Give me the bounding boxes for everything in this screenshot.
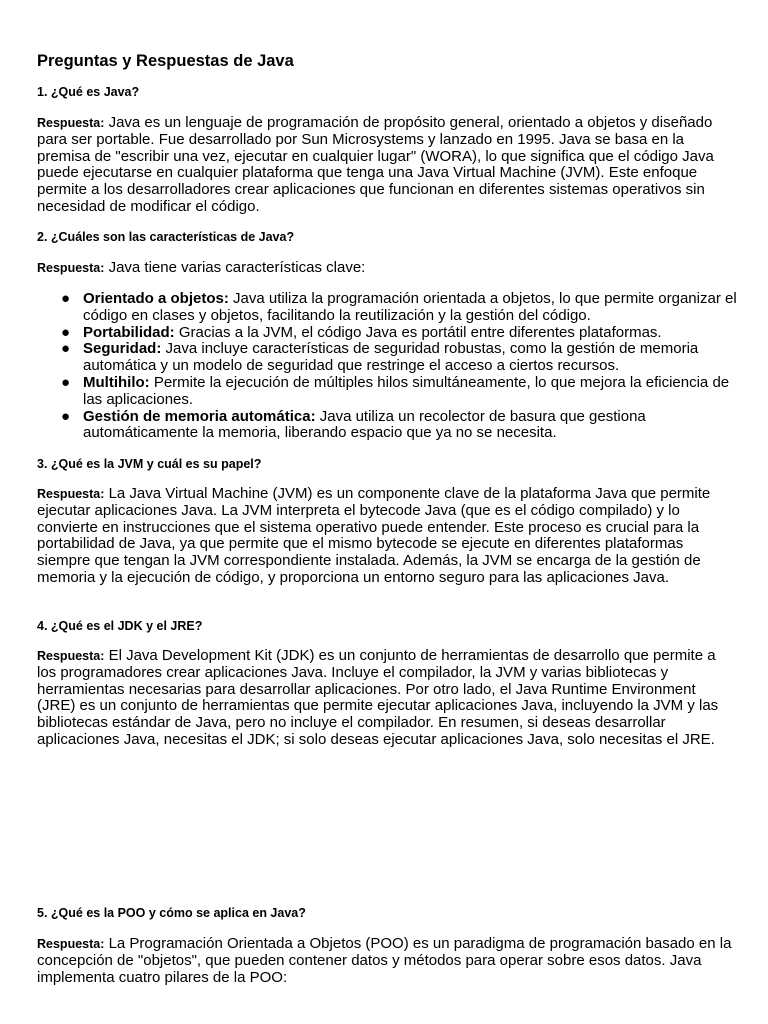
list-item bbox=[37, 291, 737, 325]
response-label: Respuesta: bbox=[37, 937, 105, 951]
feature-text: Java incluye características de seguridad robustas, como la gestión de memoria automática y un modelo de seguridad que restringe el acceso a ciertos recursos. bbox=[83, 340, 699, 375]
question-2-heading: 2. ¿Cuáles son las características de Java? bbox=[37, 230, 295, 244]
list-item bbox=[37, 409, 737, 443]
feature-name: Multihilo: bbox=[83, 373, 150, 391]
feature-text: Java utiliza un recolector de basura que gestiona automáticamente la memoria, liberando espacio que ya no se necesita. bbox=[83, 407, 646, 442]
question-5-heading: 5. ¿Qué es la POO y cómo se aplica en Java? bbox=[37, 906, 306, 920]
list-item bbox=[37, 341, 737, 375]
response-label: Respuesta: bbox=[37, 116, 105, 130]
feature-name: Seguridad: bbox=[83, 340, 162, 358]
bullet-icon: ● bbox=[61, 290, 71, 307]
feature-text: Permite la ejecución de múltiples hilos simultáneamente, lo que mejora la eficiencia de las aplicaciones. bbox=[83, 373, 730, 408]
answer-1-text: Java es un lenguaje de programación de propósito general, orientado a objetos y diseñado para ser portable. Fue desarrollado por Sun Microsystems y lanzado en 1995. Java se basa en la premisa de "escribir una vez, ejecutar en cualquier lugar" (WORA), lo que significa que el código Java puede ejecutarse en cualquier plataforma que tenga una Java Virtual Machine (JVM). Este enfoque permite a los desarrolladores crear aplicaciones que funcionan en diferentes sistemas operativos sin necesidad de modificar el código. bbox=[37, 114, 714, 215]
answer-3-text: La Java Virtual Machine (JVM) es un componente clave de la plataforma Java que permite ejecutar aplicaciones Java. La JVM interpreta el bytecode Java (que es el código compilado) y lo convierte en instrucciones que el sistema operativo puede entender. Este proceso es crucial para la portabilidad de Java, ya que permite que el mismo bytecode se ejecute en diferentes plataformas siempre que tengan la JVM correspondiente instalada. Además, la JVM se encarga de la gestión de memoria y la ejecución de código, y proporciona un entorno seguro para las aplicaciones Java. bbox=[37, 485, 711, 586]
bullet-icon: ● bbox=[61, 323, 71, 341]
question-1-heading: 1. ¿Qué es Java? bbox=[37, 85, 140, 99]
feature-text: Java utiliza la programación orientada a objetos, lo que permite organizar el código en clases y objetos, facilitando la reutilización y la gestión del código. bbox=[83, 290, 737, 324]
feature-name: Portabilidad: bbox=[83, 323, 175, 341]
answer-5-text: La Programación Orientada a Objetos (POO) es un paradigma de programación basado en la concepción de "objetos", que pueden contener datos y métodos para operar sobre esos datos. Java implementa cuatro pilares de la POO: bbox=[37, 935, 732, 986]
list-item bbox=[37, 375, 737, 409]
feature-text: Gracias a la JVM, el código Java es portátil entre diferentes plataformas. bbox=[178, 323, 662, 341]
document-title: Preguntas y Respuestas de Java bbox=[37, 52, 294, 70]
response-label: Respuesta: bbox=[37, 261, 105, 275]
answer-1 bbox=[37, 115, 737, 216]
answer-4-text: El Java Development Kit (JDK) es un conjunto de herramientas de desarrollo que permite a los programadores crear aplicaciones Java. Incluye el compilador, la JVM y varias bibliotecas y herramientas necesarias para desarrollar aplicaciones. Por otro lado, el Java Runtime Environment (JRE) es un conjunto de herramientas que permite ejecutar aplicaciones Java, incluyendo la JVM y las bibliotecas estándar de Java, pero no incluye el compilador. En resumen, si deseas desarrollar aplicaciones Java, necesitas el JDK; si solo deseas ejecutar aplicaciones Java, solo necesitas el JRE. bbox=[37, 647, 719, 748]
features-list bbox=[37, 291, 737, 442]
answer-4 bbox=[37, 648, 737, 749]
answer-2 bbox=[37, 260, 737, 277]
answer-3 bbox=[37, 486, 737, 587]
bullet-icon: ● bbox=[61, 373, 71, 391]
answer-2-text: Java tiene varias características clave: bbox=[108, 259, 366, 276]
bullet-icon: ● bbox=[61, 340, 71, 358]
feature-name: Orientado a objetos: bbox=[83, 290, 229, 307]
answer-5 bbox=[37, 936, 737, 986]
feature-name: Gestión de memoria automática: bbox=[83, 407, 316, 425]
question-3-heading: 3. ¿Qué es la JVM y cuál es su papel? bbox=[37, 457, 262, 471]
response-label: Respuesta: bbox=[37, 649, 105, 663]
question-4-heading: 4. ¿Qué es el JDK y el JRE? bbox=[37, 619, 203, 633]
list-item bbox=[37, 325, 737, 342]
response-label: Respuesta: bbox=[37, 487, 105, 501]
bullet-icon: ● bbox=[61, 407, 71, 425]
